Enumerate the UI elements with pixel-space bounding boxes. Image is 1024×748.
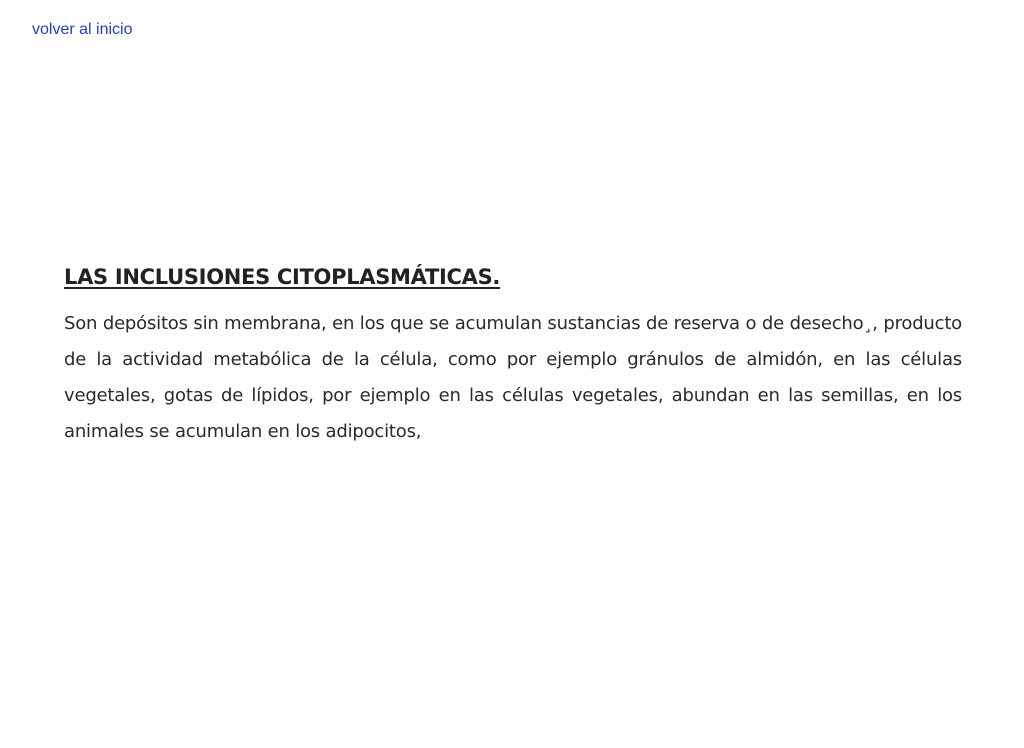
document-title: LAS INCLUSIONES CITOPLASMÁTICAS.	[64, 265, 501, 289]
document-image	[64, 262, 962, 450]
document-paragraph: Son depósitos sin membrana, en los que se acumulan sustancias de reserva o de desecho¸, producto de la actividad metabólica de la célula, como por ejemplo gránulos de almidón, en las células vegetales, gotas de lípidos, por ejemplo en las células vegetales, abundan en las semillas, en los animales se acumulan en los adipocitos,	[64, 313, 962, 442]
back-to-home-link[interactable]: volver al inicio	[32, 21, 133, 38]
